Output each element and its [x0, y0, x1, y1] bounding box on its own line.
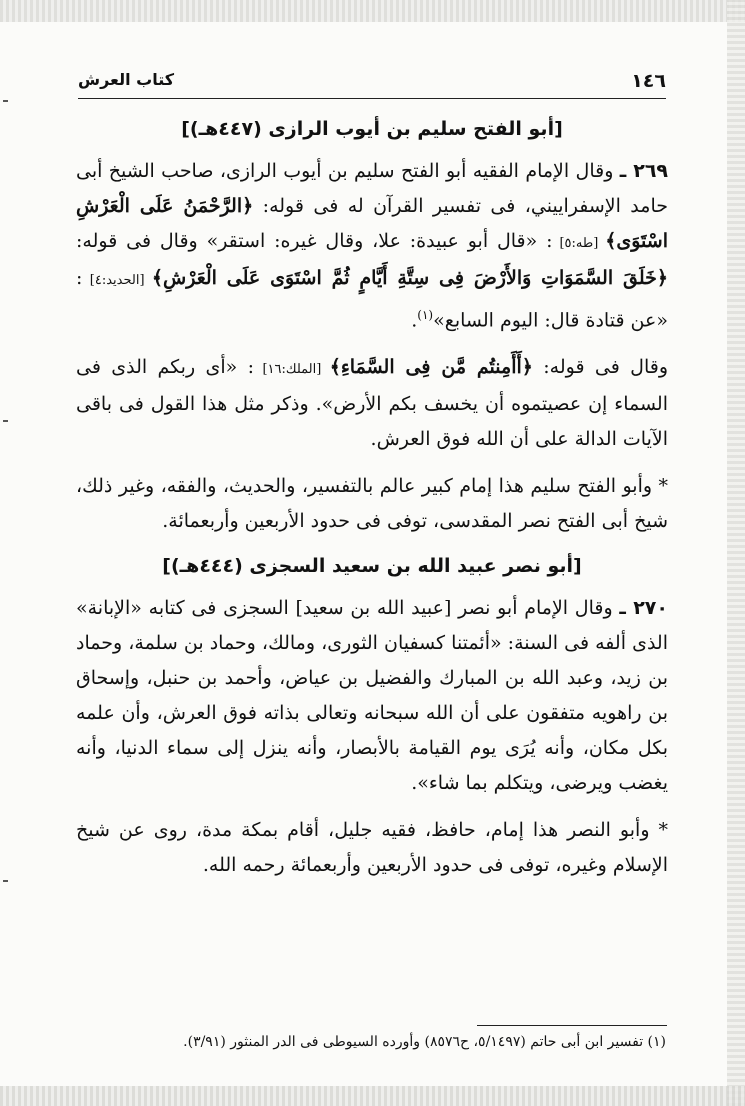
section-heading: [أبو نصر عبيد الله بن سعيد السجزى (٤٤٤هـ)]: [162, 555, 582, 578]
paragraph: [76, 350, 668, 457]
margin-mark: [3, 420, 8, 422]
verse-reference: [الملك:١٦]: [254, 362, 330, 378]
entry-number: ٢٦٩ ـ: [619, 160, 669, 182]
paragraph-text: وقال الإمام أبو نصر [عبيد الله بن سعيد] السجزى فى كتابه «الإبانة» الذى ألفه فى السنة: «أئمتنا كسفيان الثورى، ومالك، وحماد بن سلمة، وحماد بن زيد، وعبد الله بن المبارك والفضيل بن عياض، وأحمد بن حنبل، وإسحاق بن راهويه متفقون على أن الله سبحانه وتعالى بذاته فوق العرش، وأن علمه بكل مكان، وأنه يُرَى يوم القيامة بالأبصار، وأنه ينزل إلى سماء الدنيا، وأنه يغضب ويرضى، ويتكلم بما شاء».: [76, 597, 668, 795]
paragraph-text: : «أى ربكم الذى فى السماء إن عصيتموه أن يخسف بكم الأرض». وذكر مثل هذا القول فى باقى الآيات الدالة على أن الله فوق العرش.: [76, 356, 668, 451]
section-heading: [أبو الفتح سليم بن أيوب الرازى (٤٤٧هـ)]: [181, 118, 563, 140]
paragraph-text: وقال الإمام الفقيه أبو الفتح سليم بن أيوب الرازى، صاحب الشيخ أبى حامد الإسفراييني، فى تفسير القرآن له فى قوله:: [76, 160, 668, 217]
paragraph-text: : «قال أبو عبيدة: علا، وقال غيره: استقر» وقال فى قوله:: [76, 230, 553, 252]
entry-number: ٢٧٠ ـ: [619, 597, 668, 620]
margin-mark: [3, 100, 8, 102]
verse-reference: [الحديد:٤]: [82, 273, 152, 288]
paragraph-269: [76, 154, 668, 338]
page-number: ١٤٦: [631, 70, 666, 92]
paragraph-text: : «عن قتادة قال: اليوم السابع»: [76, 267, 668, 332]
paragraph-270: [76, 591, 668, 801]
quran-verse: ﴿خَلَقَ السَّمَوَاتِ وَالأَرْضَ فِى سِتَّةِ أَيَّامٍ ثُمَّ اسْتَوَى عَلَى الْعَرْشِ﴾: [151, 267, 668, 289]
page-body: [76, 110, 668, 895]
footnote-marker: (١): [417, 308, 434, 322]
page-header: [78, 68, 666, 99]
paragraph-note: * وأبو النصر هذا إمام، حافظ، فقيه جليل، أقام بمكة مدة، روى عن شيخ الإسلام وغيره، توفى فى حدود الأربعين وأربعمائة رحمه الله.: [76, 819, 668, 877]
verse-reference: [طه:٥]: [552, 236, 606, 251]
margin-mark: [3, 880, 8, 882]
paragraph-note: * وأبو الفتح سليم هذا إمام كبير عالم بالتفسير، والحديث، والفقه، وغير ذلك، شيخ أبى الفتح نصر المقدسى، توفى فى حدود الأربعين وأربعمائة.: [76, 475, 668, 533]
quran-verse: ﴿أَأَمِنتُم مَّن فِى السَّمَاءِ﴾: [329, 356, 533, 379]
scan-edge-right: [727, 0, 745, 1106]
quran-verse: ﴿الرَّحْمَنُ عَلَى الْعَرْشِ اسْتَوَى﴾: [76, 195, 668, 252]
scan-edge-top: [0, 0, 745, 22]
running-title: كتاب العرش: [78, 70, 175, 89]
paragraph-text: وقال فى قوله:: [532, 356, 668, 379]
footnote-rule: [477, 1025, 667, 1026]
paragraph-text: .: [411, 309, 418, 332]
scan-edge-bottom: [0, 1086, 745, 1106]
footnote: (١) تفسير ابن أبى حاتم (٥/١٤٩٧، ح٨٥٧٦) وأورده السيوطى فى الدر المنثور (٣/٩١).: [183, 1034, 666, 1050]
